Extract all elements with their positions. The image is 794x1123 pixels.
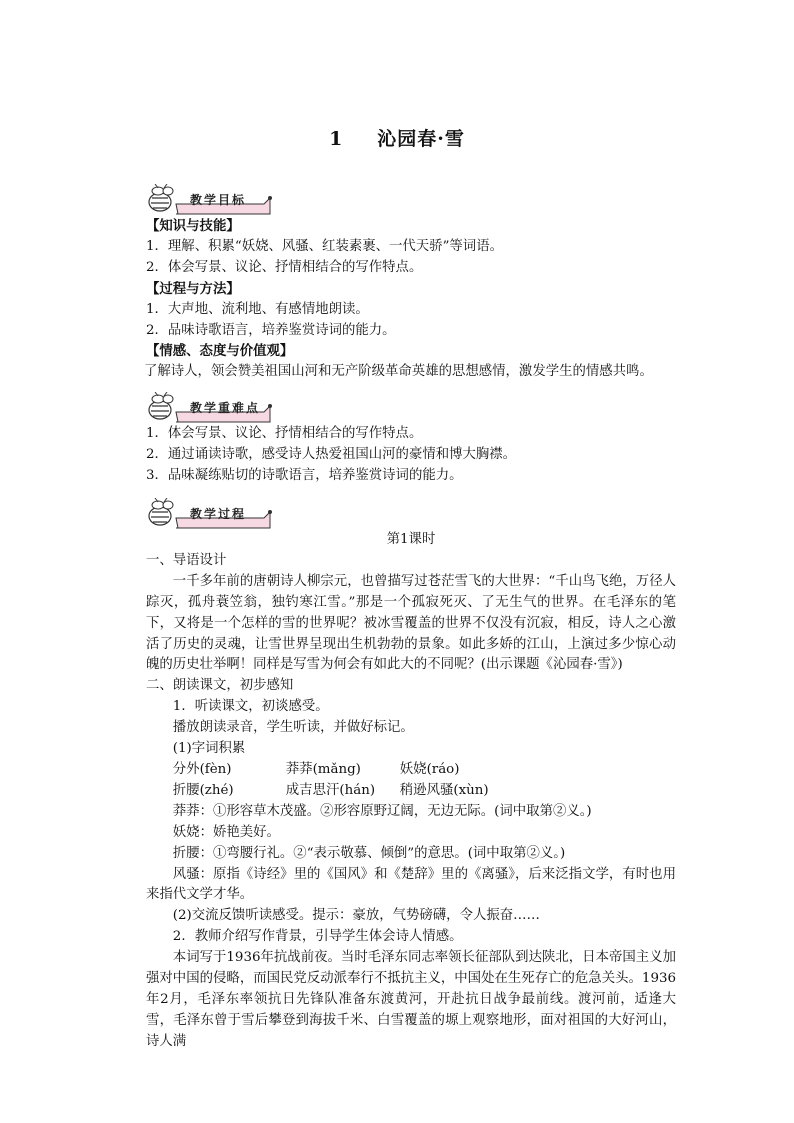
process-badge-label: 教学过程 [190, 507, 247, 521]
objective-line: 1．理解、积累“妖娆、风骚、红装素裹、一代天骄”等词语。 [146, 238, 503, 254]
vocab-row [146, 781, 676, 802]
process-section [146, 494, 676, 1053]
objectives-section [146, 180, 676, 383]
objectives-badge [146, 184, 676, 214]
vocab-word: 分外(fèn) [172, 761, 232, 777]
definition: 妖娆：娇艳美好。 [172, 824, 280, 840]
keypoint-line: 3．品味凝练贴切的诗歌语言，培养鉴赏诗词的能力。 [146, 467, 463, 483]
step-heading: 二、朗读课文，初步感知 [146, 678, 294, 694]
objectives-badge-label: 教学目标 [190, 193, 247, 207]
intro-paragraph: 一千多年前的唐朝诗人柳宗元，也曾描写过苍茫雪飞的大世界：“千山鸟飞绝，万径人踪灭，孤舟蓑笠翁，独钓寒江雪。”那是一个孤寂死灭、了无生气的世界。在毛泽东的笔下，又将是一个怎样的雪的世界呢？被冰雪覆盖的世界不仅没有沉寂，相反，诗人之心激活了历史的灵魂，让雪世界呈现出生机勃勃的景象。如此多娇的江山，上演过多少惊心动魄的历史壮举啊！同样是写雪为何会有如此大的不同呢？(出示课题《沁园春·雪》) [146, 573, 676, 673]
keypoint-line: 1．体会写景、议论、抒情相结合的写作特点。 [146, 426, 423, 441]
objective-line: 了解诗人，领会赞美祖国山河和无产阶级革命英雄的思想感情，激发学生的情感共鸣。 [144, 364, 653, 380]
lesson-number: 1 [329, 128, 344, 150]
step-text: (1)字词积累 [172, 741, 246, 757]
step-heading: 一、导语设计 [146, 552, 227, 568]
emotion-heading: 【情感、态度与价值观】 [146, 343, 294, 360]
lesson-period: 第1课时 [386, 532, 436, 547]
definition: 折腰：①弯腰行礼。②“表示敬慕、倾倒”的意思。(词中取第②义。) [172, 845, 566, 861]
vocab-row [146, 760, 676, 781]
process-method-heading: 【过程与方法】 [146, 280, 240, 297]
step-text: (2)交流反馈听读感受。提示：豪放，气势磅礴，令人振奋…… [172, 908, 540, 924]
page-title [0, 124, 794, 151]
keypoint-line: 2．通过诵读诗歌，感受诗人热爱祖国山河的豪情和博大胸襟。 [146, 446, 517, 462]
keypoints-badge-label: 教学重难点 [190, 401, 261, 415]
keypoints-section [146, 388, 676, 487]
definition: 莽莽：①形容草木茂盛。②形容原野辽阔，无边无际。(词中取第②义。) [172, 803, 592, 819]
step-text: 播放朗读录音，学生听读，并做好标记。 [172, 720, 414, 736]
vocab-word: 妖娆(ráo) [399, 761, 460, 777]
vocab-word: 稍逊风骚(xùn) [399, 782, 489, 798]
lesson-title: 沁园春·雪 [377, 128, 465, 150]
vocab-word: 莽莽(mǎng) [285, 761, 361, 777]
knowledge-heading: 【知识与技能】 [146, 218, 240, 234]
definition: 风骚：原指《诗经》里的《国风》和《楚辞》里的《离骚》，后来泛指文学，有时也用来指代文学才华。 [146, 866, 676, 903]
background-paragraph: 本词写于1936年抗战前夜。当时毛泽东同志率领长征部队到达陕北，日本帝国主义加强对中国的侵略，而国民党反动派奉行不抵抗主义，中国处在生死存亡的危急关头。1936年2月，毛泽东率领抗日先锋队准备东渡黄河，开赴抗日战争最前线。渡河前，适逢大雪，毛泽东曾于雪后攀登到海拔千米、白雪覆盖的塬上观察地形，面对祖国的大好河山，诗人满 [146, 950, 676, 1049]
vocab-word: 折腰(zhé) [172, 782, 234, 798]
objective-line: 1．大声地、流利地、有感情地朗读。 [146, 301, 369, 317]
step-item: 1．听读课文，初谈感受。 [172, 699, 329, 715]
objective-line: 2．品味诗歌语言，培养鉴赏诗词的能力。 [146, 322, 396, 338]
process-badge [146, 498, 676, 528]
step-item: 2．教师介绍写作背景，引导学生体会诗人情感。 [172, 929, 463, 945]
objective-line: 2．体会写景、议论、抒情相结合的写作特点。 [146, 259, 423, 275]
vocab-word: 成吉思汗(hán) [285, 782, 376, 798]
keypoints-badge [146, 392, 676, 422]
